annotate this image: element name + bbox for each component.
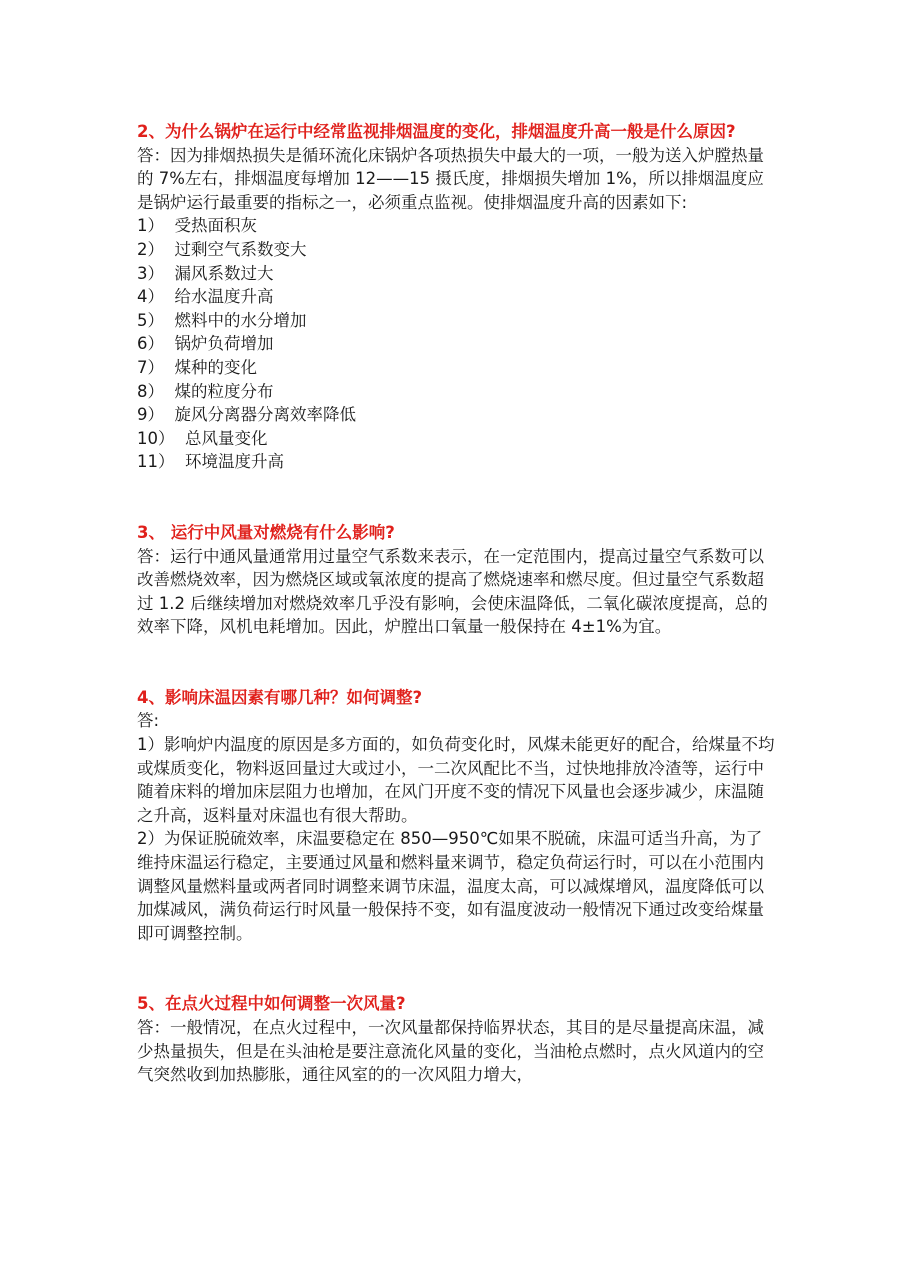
list-item: 4） 给水温度升高 bbox=[137, 287, 274, 307]
question-4-heading: 4、影响床温因素有哪几种？如何调整? bbox=[137, 687, 423, 707]
section-spacer bbox=[137, 639, 777, 686]
answer-4-label: 答: bbox=[137, 711, 160, 731]
question-3-heading: 3、 运行中风量对燃烧有什么影响? bbox=[137, 522, 395, 542]
list-item: 6） 锅炉负荷增加 bbox=[137, 334, 274, 354]
question-5-heading: 5、在点火过程中如何调整一次风量? bbox=[137, 994, 406, 1014]
answer-2-text: 答：因为排烟热损失是循环流化床锅炉各项热损失中最大的一项，一般为送入炉膛热量的 7%左右，排烟温度每增加 12——15 摄氏度，排烟损失增加 1%，所以排烟温度应是锅炉运行最重要的指标之一，必须重点监视。使排烟温度升高的因素如下: bbox=[137, 145, 764, 212]
answer-4-paragraph-1: 1）影响炉内温度的原因是多方面的，如负荷变化时，风煤未能更好的配合，给煤量不均或煤质变化，物料返回量过大或过小，一二次风配比不当，过快地排放冷渣等，运行中随着床料的增加床层阻力也增加，在风门开度不变的情况下风量也会逐步减少，床温随之升高，返料量对床温也有很大帮助。 bbox=[137, 735, 775, 825]
section-spacer bbox=[137, 945, 777, 992]
document-body bbox=[137, 120, 777, 1087]
list-item: 2） 过剩空气系数变大 bbox=[137, 239, 307, 259]
question-2-heading: 2、为什么锅炉在运行中经常监视排烟温度的变化，排烟温度升高一般是什么原因? bbox=[137, 122, 736, 141]
answer-4-paragraph-2: 2）为保证脱硫效率，床温要稳定在 850—950℃如果不脱硫，床温可适当升高，为了维持床温运行稳定，主要通过风量和燃料量来调节，稳定负荷运行时，可以在小范围内调整风量燃料量或两者同时调整来调节床温，温度太高，可以减煤增风，温度降低可以加煤减风，满负荷运行时风量一般保持不变，如有温度波动一般情况下通过改变给煤量即可调整控制。 bbox=[137, 829, 764, 943]
list-item: 5） 燃料中的水分增加 bbox=[137, 310, 307, 330]
section-spacer bbox=[137, 474, 777, 521]
list-item: 10） 总风量变化 bbox=[137, 428, 268, 448]
list-item: 7） 煤种的变化 bbox=[137, 357, 257, 377]
answer-3-text: 答：运行中通风量通常用过量空气系数来表示，在一定范围内，提高过量空气系数可以改善燃烧效率，因为燃烧区域或氧浓度的提高了燃烧速率和燃尽度。但过量空气系数超过 1.2 后继续增加对燃烧效率几乎没有影响，会使床温降低，二氧化碳浓度提高，总的效率下降，风机电耗增加。因此，炉膛出口氧量一般保持在 4±1%为宜。 bbox=[137, 546, 768, 637]
list-item: 9） 旋风分离器分离效率降低 bbox=[137, 405, 356, 425]
list-item: 1） 受热面积灰 bbox=[137, 216, 257, 236]
list-item: 3） 漏风系数过大 bbox=[137, 263, 274, 283]
list-item: 11） 环境温度升高 bbox=[137, 452, 284, 472]
answer-5-text: 答：一般情况，在点火过程中，一次风量都保持临界状态，其目的是尽量提高床温，减少热量损失，但是在头油枪是要注意流化风量的变化，当油枪点燃时，点火风道内的空气突然收到加热膨胀，通往风室的的一次风阻力增大， bbox=[137, 1018, 764, 1085]
list-item: 8） 煤的粒度分布 bbox=[137, 381, 274, 401]
